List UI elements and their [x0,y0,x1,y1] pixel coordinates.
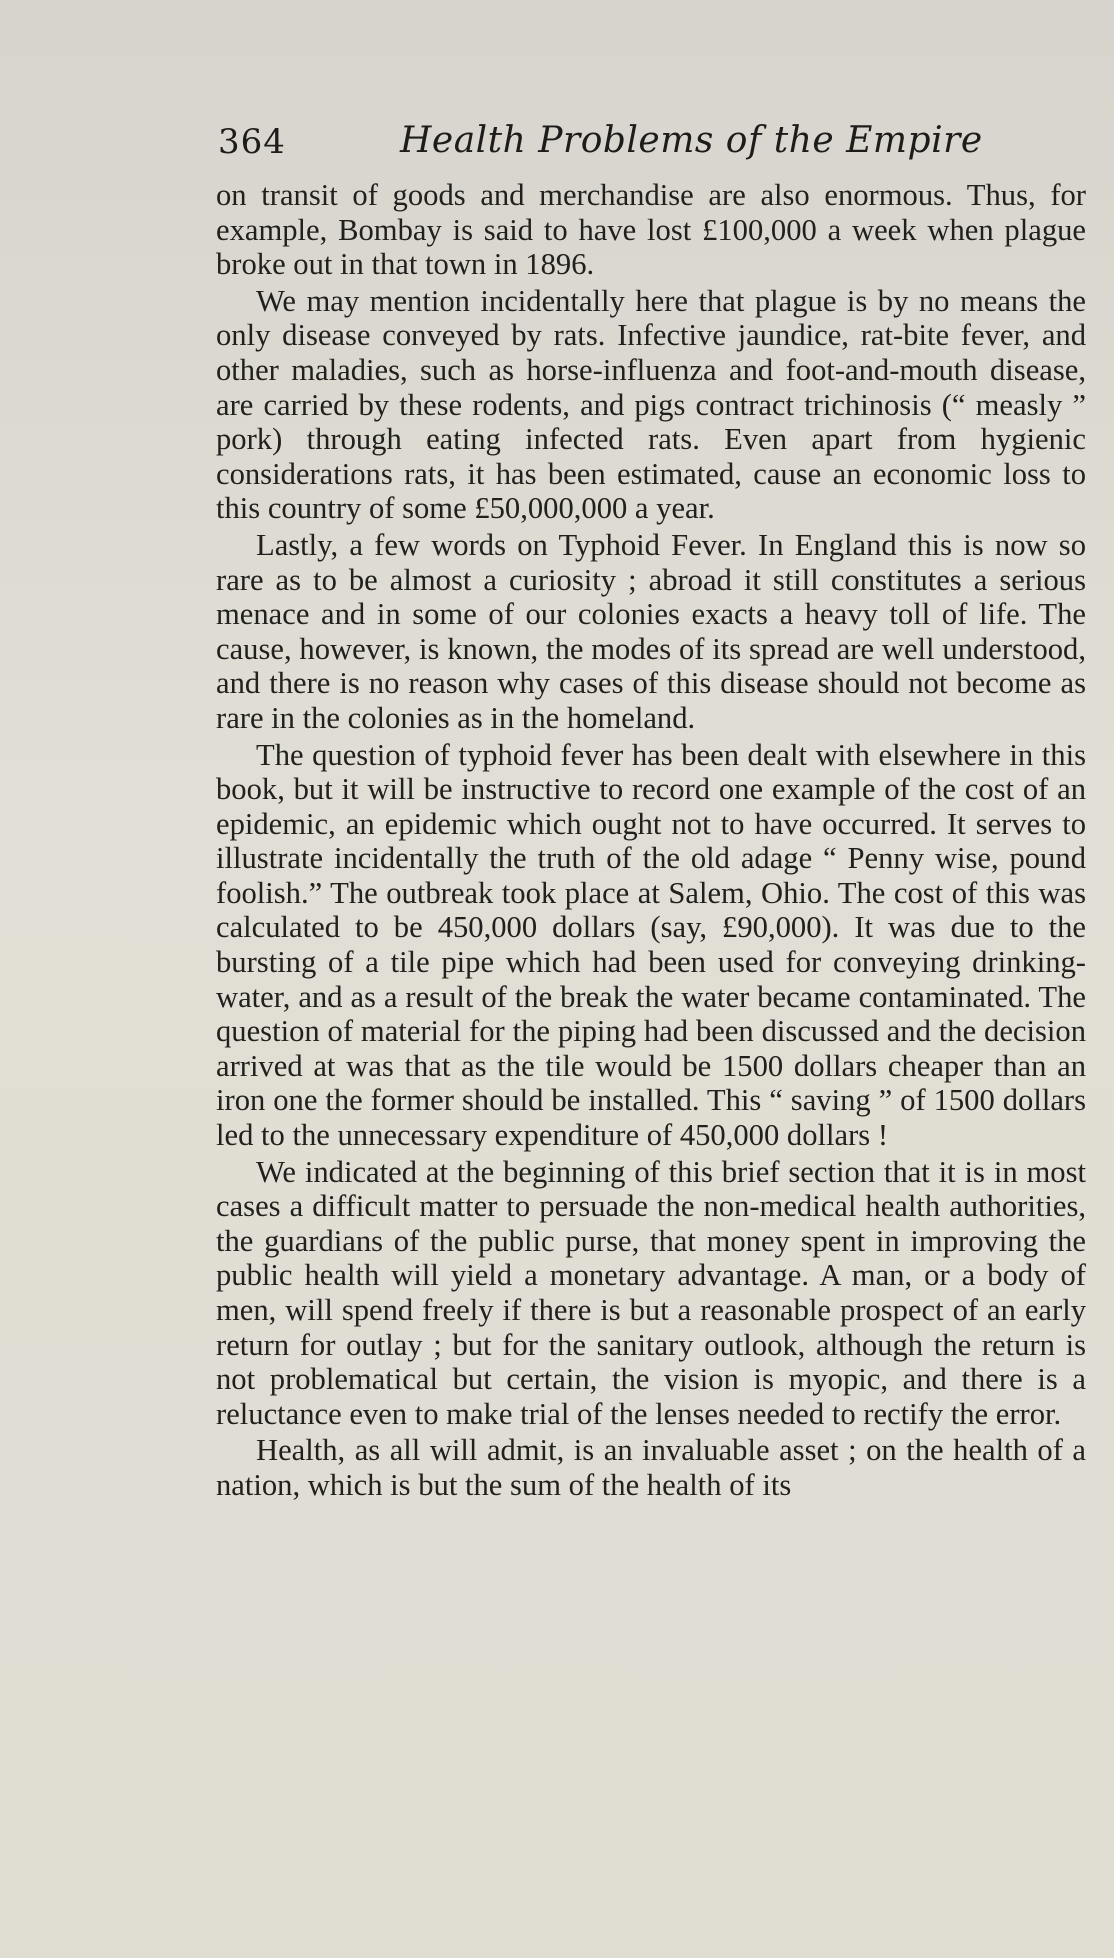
paragraph-2: We may mention incidentally here that plague is by no means the only disease conveyed by rats. Infective jaundice, rat-bite fever, and other maladies, such as horse-influenza and foot-and-mouth disease, are carried by these rodents, and pigs contract trichinosis (“ measly ” pork) through eating infected rats. Even apart from hygienic considerations rats, it has been estimated, cause an economic loss to this country of some £50,000,000 a year. [216,283,1086,526]
paragraph-1: on transit of goods and merchandise are also enormous. Thus, for example, Bombay is said to have lost £100,000 a week when plague broke out in that town in 1896. [216,178,1086,282]
body-text [216,178,1086,1503]
running-title: Health Problems of the Empire [400,120,983,161]
paragraph-5: We indicated at the beginning of this brief section that it is in most cases a difficult matter to persuade the non-medical health authorities, the guardians of the public purse, that money spent in improving the public health will yield a monetary advantage. A man, or a body of men, will spend freely if there is but a reasonable prospect of an early return for outlay ; but for the sanitary outlook, although the return is not problematical but certain, the vision is myopic, and there is a reluctance even to make trial of the lenses needed to rectify the error. [216,1154,1086,1431]
running-head [218,122,1086,178]
paragraph-3: Lastly, a few words on Typhoid Fever. In England this is now so rare as to be almost a curiosity ; abroad it still constitutes a serious menace and in some of our colonies exacts a heavy toll of life. The cause, however, is known, the modes of its spread are well understood, and there is no reason why cases of this disease should not become as rare in the colonies as in the homeland. [216,527,1086,735]
paragraph-6: Health, as all will admit, is an invaluable asset ; on the health of a nation, which is but the sum of the health of its [216,1433,1086,1502]
page-number: 364 [218,122,286,162]
paragraph-4: The question of typhoid fever has been dealt with elsewhere in this book, but it will be instructive to record one example of the cost of an epidemic, an epidemic which ought not to have occurred. It serves to illustrate incidentally the truth of the old adage “ Penny wise, pound foolish.” The outbreak took place at Salem, Ohio. The cost of this was calculated to be 450,000 dollars (say, £90,000). It was due to the bursting of a tile pipe which had been used for conveying drinking-water, and as a result of the break the water became contaminated. The question of material for the piping had been discussed and the decision arrived at was that as the tile would be 1500 dollars cheaper than an iron one the former should be installed. This “ saving ” of 1500 dollars led to the unnecessary expenditure of 450,000 dollars ! [216,737,1086,1153]
